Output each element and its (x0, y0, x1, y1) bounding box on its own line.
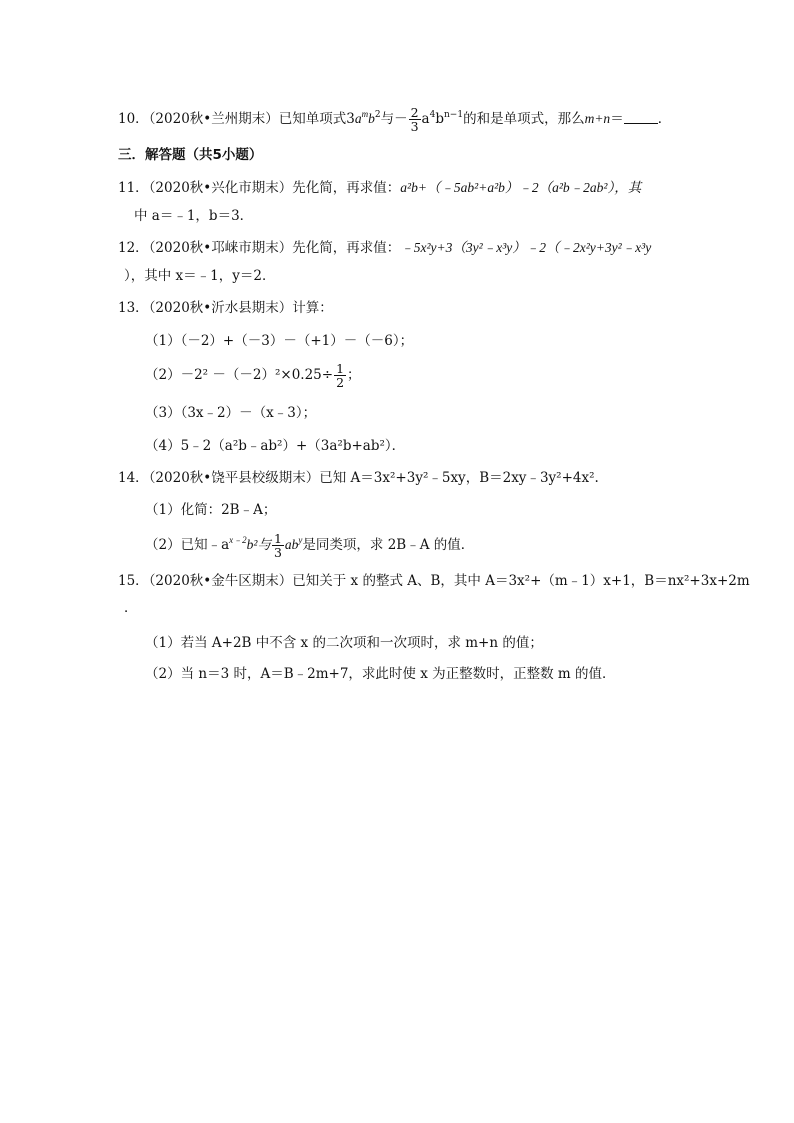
question-12-continued: ），其中 x＝﹣1，y＝2． (124, 268, 276, 284)
question-text: 是同类项，求 2B﹣A 的值． (302, 537, 475, 553)
question-text: ； (347, 367, 361, 383)
math-expression: ﹣5x²y+3（3y²﹣x³y）﹣2（﹣2x²y+3y²﹣x³y (400, 240, 652, 255)
question-number: 12． (118, 240, 149, 256)
subquestion-14-1: （1）化简：2B﹣A； (145, 502, 277, 518)
math-exp: 2 (374, 110, 381, 120)
question-13 (118, 298, 333, 318)
math-var: b (435, 111, 444, 127)
math-var: a (421, 111, 430, 127)
question-source: （2020秋•饶平县校级期末） (148, 470, 320, 486)
question-15-continued: ． (124, 600, 138, 616)
question-14 (118, 468, 599, 488)
math-exp: y (298, 535, 303, 545)
fraction (272, 532, 284, 559)
question-number: 11． (118, 180, 149, 196)
subquestion-14-2 (145, 532, 474, 559)
math-var: b (368, 111, 375, 126)
fraction-denominator: 3 (273, 545, 282, 560)
question-text: （2）已知﹣a (145, 537, 230, 553)
question-source: （2020秋•邛崃市期末） (148, 240, 293, 256)
question-number: 10． (118, 111, 149, 127)
subquestion-13-3: （3）（3x﹣2）－（x﹣3）； (145, 405, 317, 421)
question-number: 13． (118, 300, 149, 316)
section-heading: 三．解答题（共5小题） (118, 147, 263, 163)
math-var: ab (284, 537, 299, 552)
fraction-numerator: 2 (410, 105, 419, 120)
question-11-continued: 中 a＝﹣1，b＝3． (134, 208, 254, 224)
answer-blank[interactable] (624, 111, 658, 124)
fraction-denominator: 3 (410, 119, 419, 134)
math-expression: a²b+（﹣5ab²+a²b）﹣2（a²b﹣2ab²），其 (400, 180, 642, 195)
math-expression: b²与 (246, 537, 271, 552)
question-10 (118, 106, 671, 133)
fraction-denominator: 2 (336, 375, 345, 390)
math-expression: （2）－2² －（－2）²×0.25÷ (145, 367, 334, 383)
question-12 (118, 238, 651, 258)
question-text: 计算： (292, 300, 333, 316)
subquestion-13-1: （1）（－2）+（－3）－（+1）－（－6）； (145, 333, 414, 349)
math-exp: x﹣2 (229, 535, 247, 545)
question-text: 已知关于 x 的整式 A、B，其中 A＝3x²+（m﹣1）x+1，B＝nx²+3x+2m (292, 573, 750, 589)
question-source: （2020秋•兰州期末） (148, 111, 279, 127)
math-coef: 3 (346, 111, 355, 127)
question-text: ． (657, 111, 672, 127)
fraction (409, 106, 421, 133)
question-text: 先化简，再求值： (292, 180, 401, 196)
question-source: （2020秋•金牛区期末） (148, 573, 293, 589)
question-text: 的和是单项式，那么 (463, 111, 585, 127)
question-number: 14． (118, 470, 149, 486)
subquestion-15-2: （2）当 n＝3 时，A＝B﹣2m+7，求此时使 x 为正整数时，正整数 m 的值． (145, 666, 616, 682)
question-source: （2020秋•沂水县期末） (148, 300, 293, 316)
math-op: ＝ (610, 111, 624, 127)
math-exp: n−1 (444, 110, 464, 120)
question-number: 15． (118, 573, 149, 589)
question-text: 已知 A＝3x²+3y²﹣5xy，B＝2xy﹣3y²+4x². (319, 470, 599, 486)
question-11 (118, 178, 641, 198)
math-var: a (354, 111, 362, 126)
question-text: 已知单项式 (278, 111, 347, 127)
math-exp: 4 (429, 110, 436, 120)
fraction-numerator: 1 (273, 531, 282, 546)
question-text: 与－ (380, 111, 408, 127)
subquestion-15-1: （1）若当 A+2B 中不含 x 的二次项和一次项时，求 m+n 的值； (145, 635, 543, 651)
question-text: 先化简，再求值： (292, 240, 401, 256)
question-source: （2020秋•兴化市期末） (148, 180, 293, 196)
fraction (334, 362, 346, 389)
subquestion-13-2 (145, 362, 361, 389)
subquestion-13-4: （4）5﹣2（a²b﹣ab²）+（3a²b+ab²）． (145, 438, 406, 454)
math-var: m+n (584, 111, 611, 126)
math-exp: m (361, 109, 369, 119)
fraction-numerator: 1 (336, 361, 345, 376)
question-15 (118, 571, 750, 591)
